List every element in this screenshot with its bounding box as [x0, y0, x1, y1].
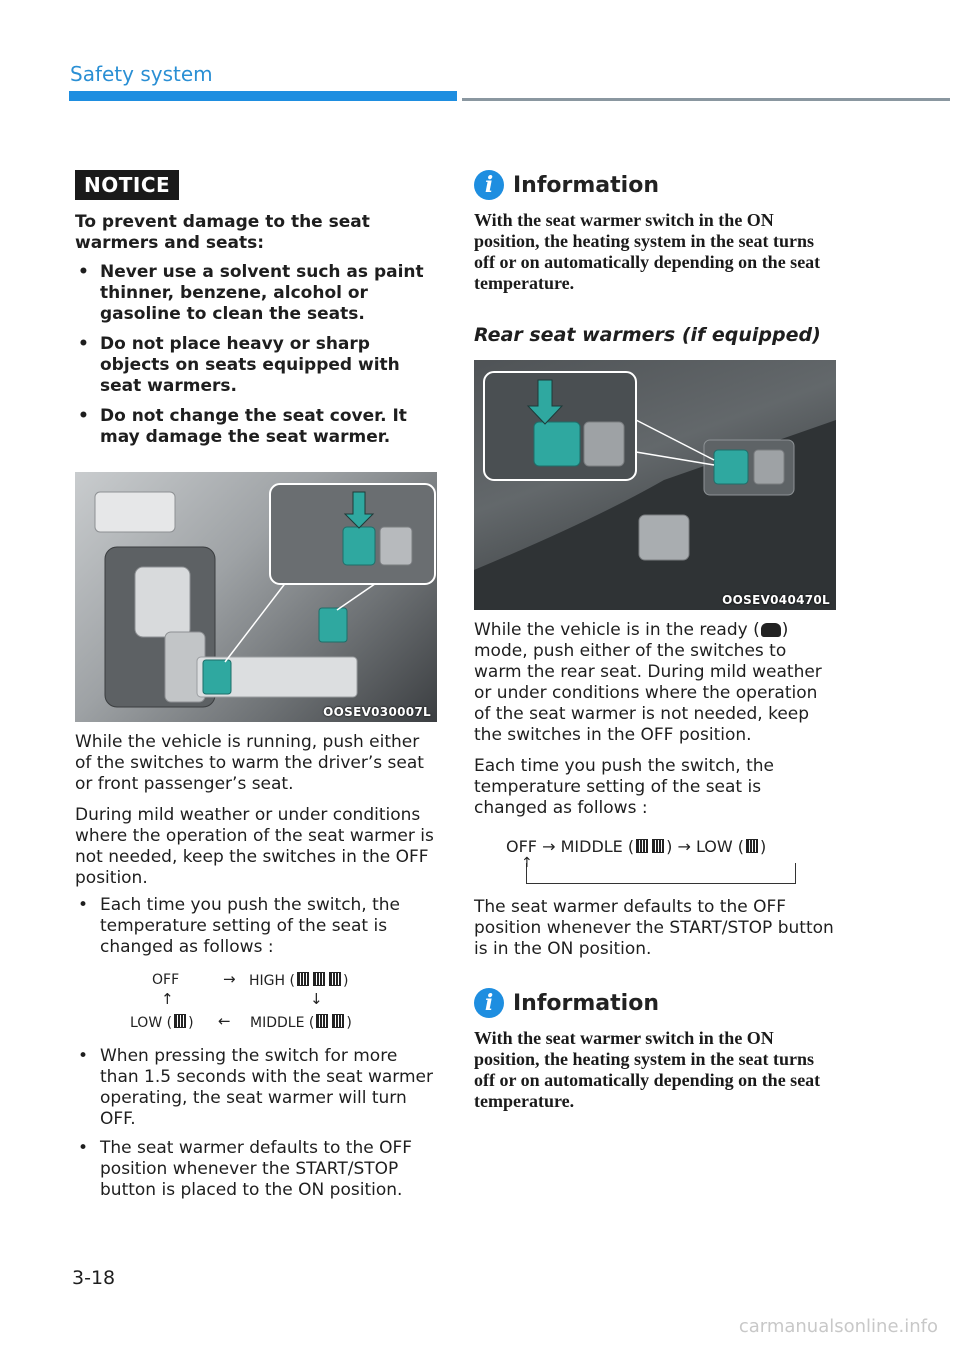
- header-rule: [462, 98, 950, 101]
- door-illustration: [474, 360, 836, 610]
- list-item: • When pressing the switch for more than 1.5 seconds with the seat warmer operating, the seat warmer will turn OFF.: [75, 1046, 439, 1130]
- information-text: With the seat warmer switch in the ON position, the heating system in the seat turns off or on automatically depending on the seat temperature.: [474, 1028, 821, 1111]
- heat-level-icon: [636, 839, 648, 853]
- paragraph: While the vehicle is running, push either of the switches to warm the driver’s seat or front passenger’s seat.: [75, 732, 424, 794]
- cycle-low: [130, 1014, 194, 1031]
- arrow-left-icon: ←: [218, 1012, 231, 1030]
- header-rule-accent: [69, 91, 457, 101]
- notice-list: [75, 262, 439, 448]
- notice-item: • Do not place heavy or sharp objects on seats equipped with seat warmers.: [75, 334, 439, 397]
- heat-level-icon: [313, 972, 325, 986]
- information-header: [474, 988, 838, 1018]
- heat-level-icon: [297, 972, 309, 986]
- cycle-paren: ): [188, 1015, 194, 1031]
- notice-intro: To prevent damage to the seat warmers and seats:: [75, 212, 370, 253]
- cycle-paren: ): [346, 1015, 352, 1031]
- ready-car-icon: [761, 623, 781, 637]
- information-header: [474, 170, 838, 200]
- cycle-paren: ): [666, 837, 673, 856]
- cycle-paren: ): [760, 837, 767, 856]
- sub-heading: Rear seat warmers (if equipped): [474, 324, 821, 346]
- arrow-up-icon: ↑: [161, 990, 174, 1008]
- arrow-right-icon: →: [542, 837, 556, 856]
- paragraph: During mild weather or under conditions where the operation of the seat warmer is not needed, keep the switches in the OFF position.: [75, 805, 434, 888]
- rear-cycle-line: [506, 837, 766, 856]
- paragraph-part: While the vehicle is in the ready (: [474, 620, 760, 640]
- temperature-cycle-diagram: [75, 966, 439, 1038]
- info-icon: i: [474, 170, 504, 200]
- notice-item: • Never use a solvent such as paint thinner, benzene, alcohol or gasoline to clean the seats.: [75, 262, 439, 325]
- information-title: Information: [513, 990, 659, 1016]
- info-list: [75, 895, 439, 958]
- cycle-middle-label: MIDDLE (: [560, 837, 635, 856]
- list-item: • The seat warmer defaults to the OFF position whenever the START/STOP button is placed to the ON position.: [75, 1138, 439, 1201]
- list-item: • Each time you push the switch, the temperature setting of the seat is changed as follows :: [75, 895, 439, 958]
- info-icon: i: [474, 988, 504, 1018]
- left-column: [75, 170, 439, 1209]
- arrow-up-icon: ↑: [521, 855, 533, 871]
- watermark: carmanualsonline.info: [738, 1316, 938, 1337]
- return-loop-line: [526, 863, 796, 884]
- heat-level-icon: [316, 1014, 328, 1028]
- info-list: [75, 1046, 439, 1201]
- information-title: Information: [513, 172, 659, 198]
- heat-level-icon: [329, 972, 341, 986]
- section-title: Safety system: [70, 62, 213, 86]
- cycle-high-label: HIGH (: [249, 973, 295, 989]
- paragraph-part: ) mode, push either of the switches to warm the rear seat. During mild weather or under conditions where the operation of the seat warmer is not needed, keep the switches in the OFF position.: [474, 620, 822, 745]
- cycle-off: OFF: [152, 972, 180, 988]
- heat-level-icon: [652, 839, 664, 853]
- right-column: [474, 170, 838, 1112]
- paragraph: Each time you push the switch, the temperature setting of the seat is changed as follows :: [474, 756, 775, 818]
- notice-item: • Do not change the seat cover. It may damage the seat warmer.: [75, 406, 439, 448]
- information-text: With the seat warmer switch in the ON position, the heating system in the seat turns off or on automatically depending on the seat temperature.: [474, 210, 821, 293]
- page-number: 3-18: [72, 1267, 116, 1289]
- image-code: OOSEV030007L: [323, 705, 431, 719]
- cycle-paren: ): [342, 973, 349, 989]
- front-seat-warmer-photo: [75, 472, 437, 722]
- arrow-right-icon: →: [677, 837, 691, 856]
- cycle-middle-label: MIDDLE (: [250, 1015, 315, 1031]
- cycle-middle: [250, 1014, 352, 1031]
- rear-seat-warmer-photo: [474, 360, 836, 610]
- cycle-high: [249, 972, 348, 989]
- paragraph: [474, 620, 838, 746]
- cycle-low-label: LOW (: [130, 1015, 173, 1031]
- cycle-off: OFF: [506, 837, 537, 856]
- heat-level-icon: [174, 1014, 186, 1028]
- notice-label: NOTICE: [75, 170, 179, 200]
- rear-temperature-cycle-diagram: [474, 835, 838, 887]
- cycle-low-label: LOW (: [695, 837, 745, 856]
- arrow-down-icon: ↓: [310, 990, 323, 1008]
- image-code: OOSEV040470L: [722, 593, 830, 607]
- heat-level-icon: [746, 839, 758, 853]
- console-illustration: [75, 472, 437, 722]
- arrow-right-icon: →: [223, 970, 236, 988]
- paragraph: The seat warmer defaults to the OFF position whenever the START/STOP button is in the ON position.: [474, 897, 834, 959]
- heat-level-icon: [332, 1014, 344, 1028]
